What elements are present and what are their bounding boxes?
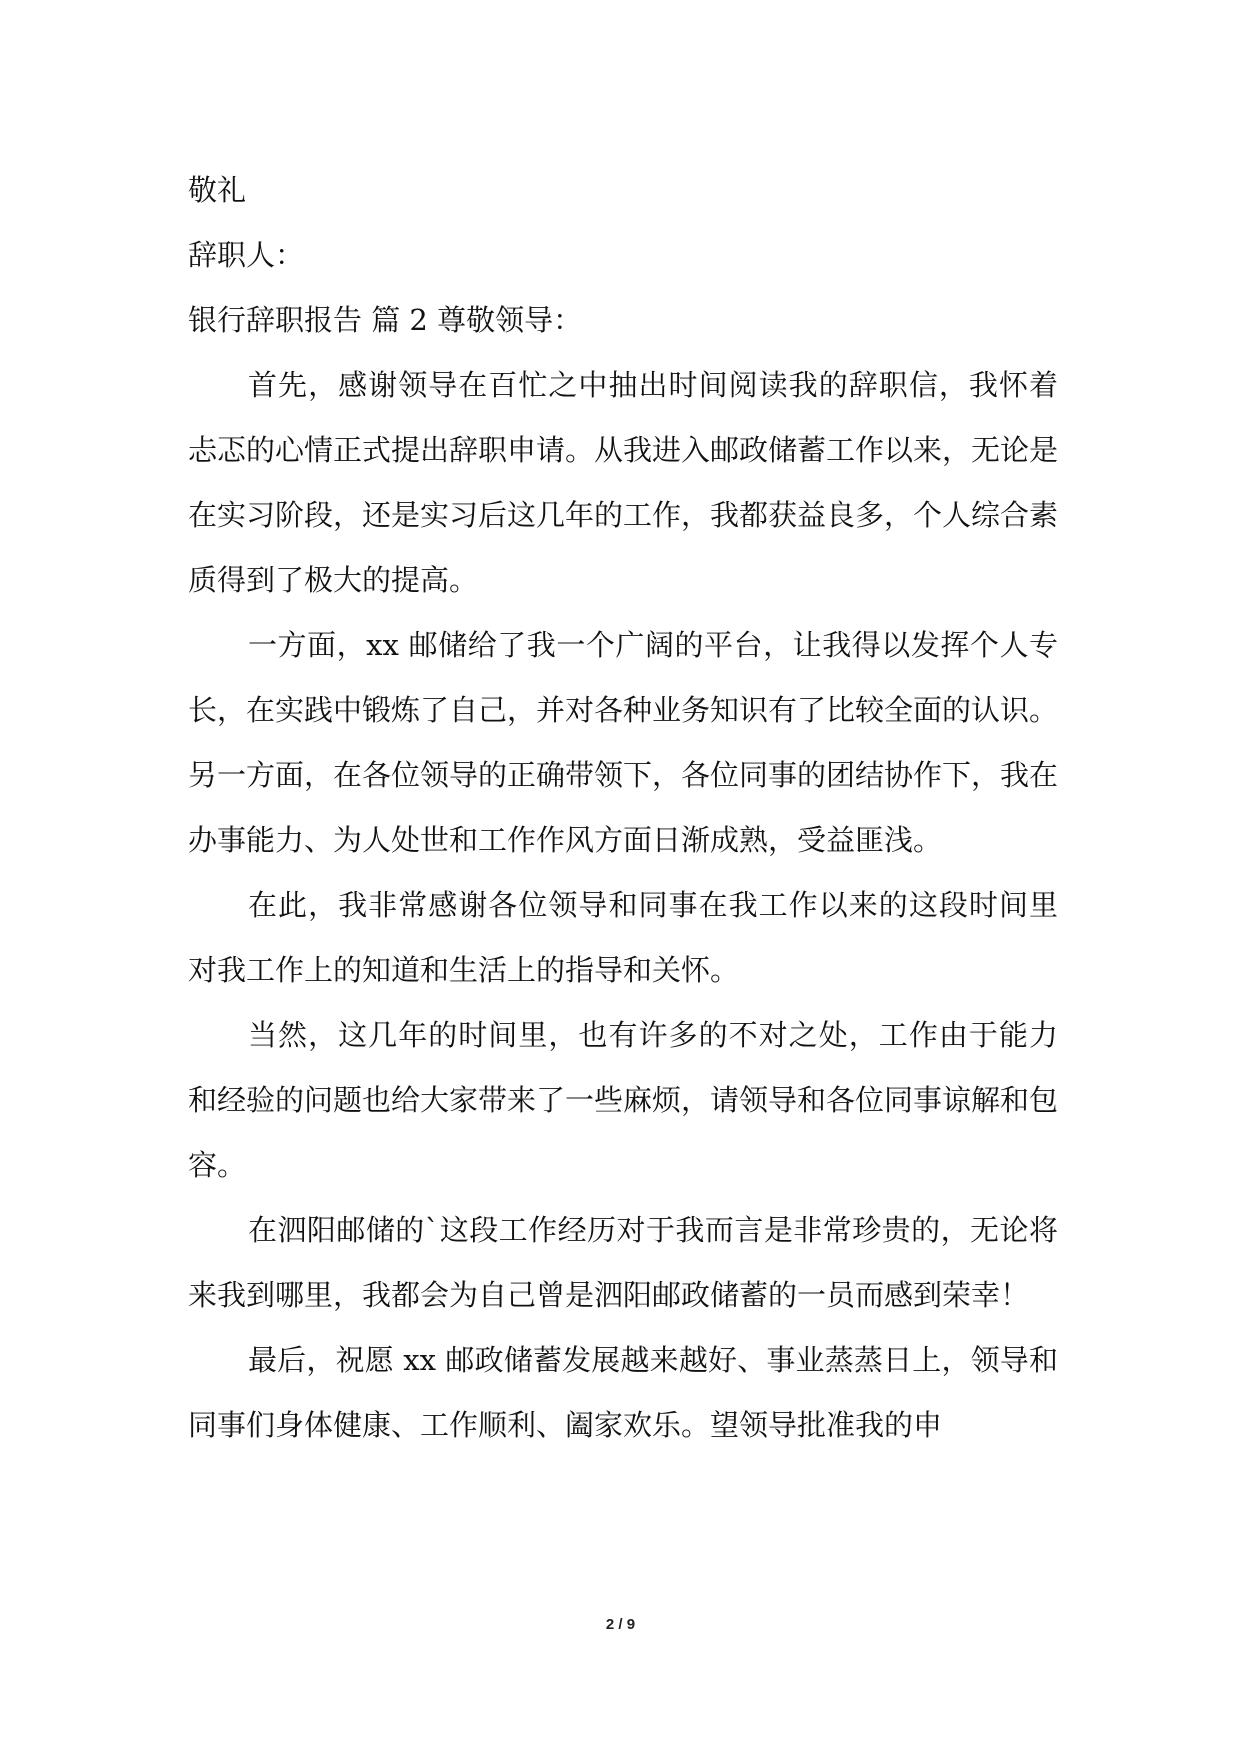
signature-label: 辞职人： <box>188 238 305 272</box>
closing-line: 敬礼 <box>188 173 247 207</box>
page-number: 2 / 9 <box>605 1616 636 1633</box>
section-heading: 银行辞职报告 篇 2 尊敬领导： <box>188 303 583 337</box>
paragraph-apology: 当然，这几年的时间里，也有许多的不对之处，工作由于能力和经验的问题也给大家带来了一些麻烦，请领导和各位同事谅解和包容。 <box>188 1018 1059 1182</box>
paragraph-wishes: 最后，祝愿 xx 邮政储蓄发展越来越好、事业蒸蒸日上，领导和同事们身体健康、工作顺利、阖家欢乐。望领导批准我的申 <box>188 1343 1058 1442</box>
paragraph-experience: 在泗阳邮储的`这段工作经历对于我而言是非常珍贵的，无论将来我到哪里，我都会为自己曾是泗阳邮政储蓄的一员而感到荣幸！ <box>188 1213 1058 1312</box>
paragraph-thanks: 首先，感谢领导在百忙之中抽出时间阅读我的辞职信，我怀着忐忑的心情正式提出辞职申请。从我进入邮政储蓄工作以来，无论是在实习阶段，还是实习后这几年的工作，我都获益良多，个人综合素质得到了极大的提高。 <box>188 368 1059 597</box>
paragraph-gratitude: 在此，我非常感谢各位领导和同事在我工作以来的这段时间里对我工作上的知道和生活上的指导和关怀。 <box>188 888 1058 987</box>
paragraph-growth: 一方面，xx 邮储给了我一个广阔的平台，让我得以发挥个人专长，在实践中锻炼了自己，并对各种业务知识有了比较全面的认识。另一方面，在各位领导的正确带领下，各位同事的团结协作下，我在办事能力、为人处世和工作作风方面日渐成熟，受益匪浅。 <box>188 628 1059 857</box>
document-body <box>188 158 1058 1458</box>
